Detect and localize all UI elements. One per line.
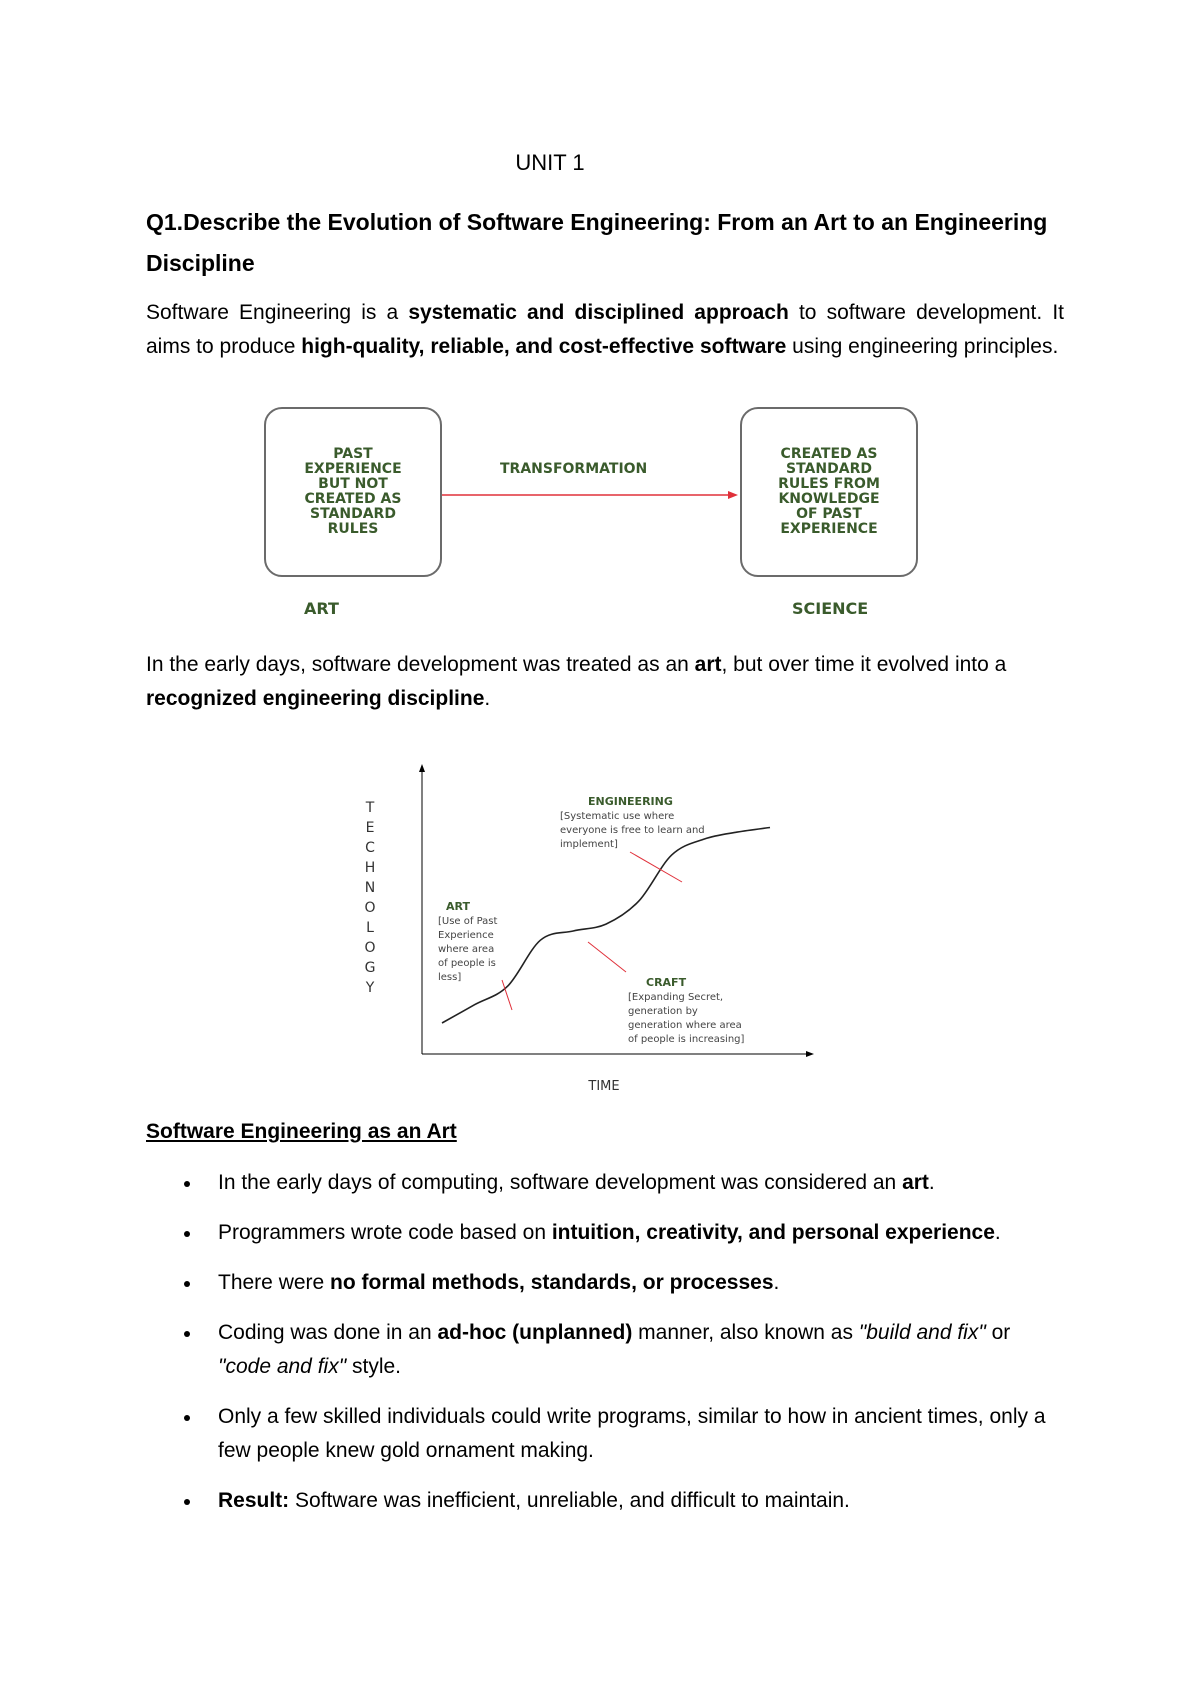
craft-pointer <box>588 942 626 972</box>
bullet-text: Only a few skilled individuals could write programs, similar to how in ancient times, only a few people knew gold ornament making. <box>218 1405 1046 1462</box>
science-box-text: CREATED AS STANDARD RULES FROM KNOWLEDGE OF PAST EXPERIENCE <box>778 446 880 537</box>
y-axis-arrowhead <box>419 764 425 772</box>
art-box-text: PAST EXPERIENCE BUT NOT CREATED AS STANDARD RULES <box>304 446 402 537</box>
bullet-bold: no formal methods, standards, or processes <box>330 1271 774 1294</box>
art-pointer <box>502 980 512 1010</box>
art-stage-desc-5: less] <box>438 972 462 983</box>
early-bold-1: art <box>694 653 722 676</box>
bullet-dot <box>184 1415 190 1421</box>
engineering-desc-2: everyone is free to learn and <box>560 825 705 836</box>
art-stage-title: ART <box>446 900 470 913</box>
bullet-text: . <box>773 1271 780 1294</box>
craft-desc-2: generation by <box>628 1006 698 1017</box>
unit-title: UNIT 1 <box>515 150 585 175</box>
y-axis-label-letter: Y <box>365 980 375 996</box>
y-axis-label-letter: T <box>365 800 375 816</box>
engineering-desc-1: [Systematic use where <box>560 811 675 822</box>
bullet-bold: art <box>902 1171 929 1194</box>
bullet-dot <box>184 1281 190 1287</box>
intro-text-2: to software development. It aims to produce <box>146 301 1064 358</box>
art-to-science-diagram <box>260 405 940 625</box>
art-bullet-list <box>146 1166 1066 1534</box>
science-label: SCIENCE <box>792 599 869 618</box>
y-axis-label-letter: N <box>364 880 376 896</box>
intro-bold-1: systematic and disciplined approach <box>408 301 789 324</box>
bullet-dot <box>184 1499 190 1505</box>
intro-text-1: Software Engineering is a <box>146 301 409 324</box>
craft-desc-4: of people is increasing] <box>628 1034 745 1045</box>
bullet-text: manner, also known as <box>632 1321 859 1344</box>
bullet-dot <box>184 1231 190 1237</box>
craft-title: CRAFT <box>646 976 687 989</box>
early-text-1: In the early days, software development was treated as an <box>146 653 695 676</box>
bullet-text: Software was inefficient, unreliable, and difficult to maintain. <box>289 1489 850 1512</box>
early-bold-2: recognized engineering discipline <box>146 687 485 710</box>
y-axis-label-letter: H <box>364 860 376 876</box>
engineering-desc-3: implement] <box>560 839 618 850</box>
early-text-2: , but over time it evolved into a <box>721 653 1007 676</box>
art-label: ART <box>304 599 339 618</box>
bullet-text: . <box>928 1171 935 1194</box>
y-axis-label-letter: E <box>365 820 375 836</box>
bullet-text: style. <box>346 1355 402 1378</box>
list-item <box>146 1316 1066 1384</box>
x-axis-label: TIME <box>588 1079 620 1094</box>
bullet-italic: "code and fix" <box>218 1355 347 1378</box>
intro-text-3: using engineering principles. <box>786 335 1059 358</box>
intro-paragraph <box>146 296 1064 364</box>
y-axis-label-letter: L <box>366 920 374 936</box>
bullet-text: Coding was done in an <box>218 1321 438 1344</box>
art-stage-desc-3: where area <box>438 944 495 955</box>
transformation-label: TRANSFORMATION <box>500 461 648 477</box>
intro-bold-2: high-quality, reliable, and cost-effective software <box>301 335 787 358</box>
art-stage-desc-2: Experience <box>438 930 494 941</box>
list-item <box>146 1216 1066 1250</box>
bullet-text: . <box>994 1221 1001 1244</box>
list-item <box>146 1484 1066 1518</box>
bullet-text: There were <box>218 1271 331 1294</box>
x-axis-arrowhead <box>806 1051 814 1057</box>
engineering-title: ENGINEERING <box>588 795 673 808</box>
early-text-3: . <box>484 687 491 710</box>
art-stage-desc-1: [Use of Past <box>438 916 498 927</box>
question-title: Q1.Describe the Evolution of Software Engineering: From an Art to an Engineering Discipline <box>146 209 1048 276</box>
bullet-italic: "build and fix" <box>858 1321 986 1344</box>
y-axis-label <box>364 800 375 996</box>
technology-evolution-chart <box>350 760 830 1100</box>
list-item <box>146 1166 1066 1200</box>
bullet-bold: intuition, creativity, and personal experience <box>551 1221 995 1244</box>
transformation-arrow <box>260 405 940 625</box>
bullet-dot <box>184 1181 190 1187</box>
section-heading: Software Engineering as an Art <box>146 1120 457 1143</box>
list-item <box>146 1400 1066 1468</box>
y-axis-label-letter: O <box>364 900 376 916</box>
bullet-bold: Result: <box>218 1489 290 1512</box>
bullet-dot <box>184 1331 190 1337</box>
list-item <box>146 1266 1066 1300</box>
bullet-bold: ad-hoc (unplanned) <box>437 1321 633 1344</box>
y-axis-label-letter: G <box>364 960 376 976</box>
art-stage-desc-4: of people is <box>438 958 496 969</box>
early-days-paragraph <box>146 648 1064 716</box>
craft-desc-3: generation where area <box>628 1020 742 1031</box>
bullet-text: Programmers wrote code based on <box>218 1221 552 1244</box>
y-axis-label-letter: O <box>364 940 376 956</box>
y-axis-label-letter: C <box>365 840 375 856</box>
bullet-text: or <box>985 1321 1011 1344</box>
craft-desc-1: [Expanding Secret, <box>628 992 724 1003</box>
bullet-text: In the early days of computing, software development was considered an <box>218 1171 903 1194</box>
